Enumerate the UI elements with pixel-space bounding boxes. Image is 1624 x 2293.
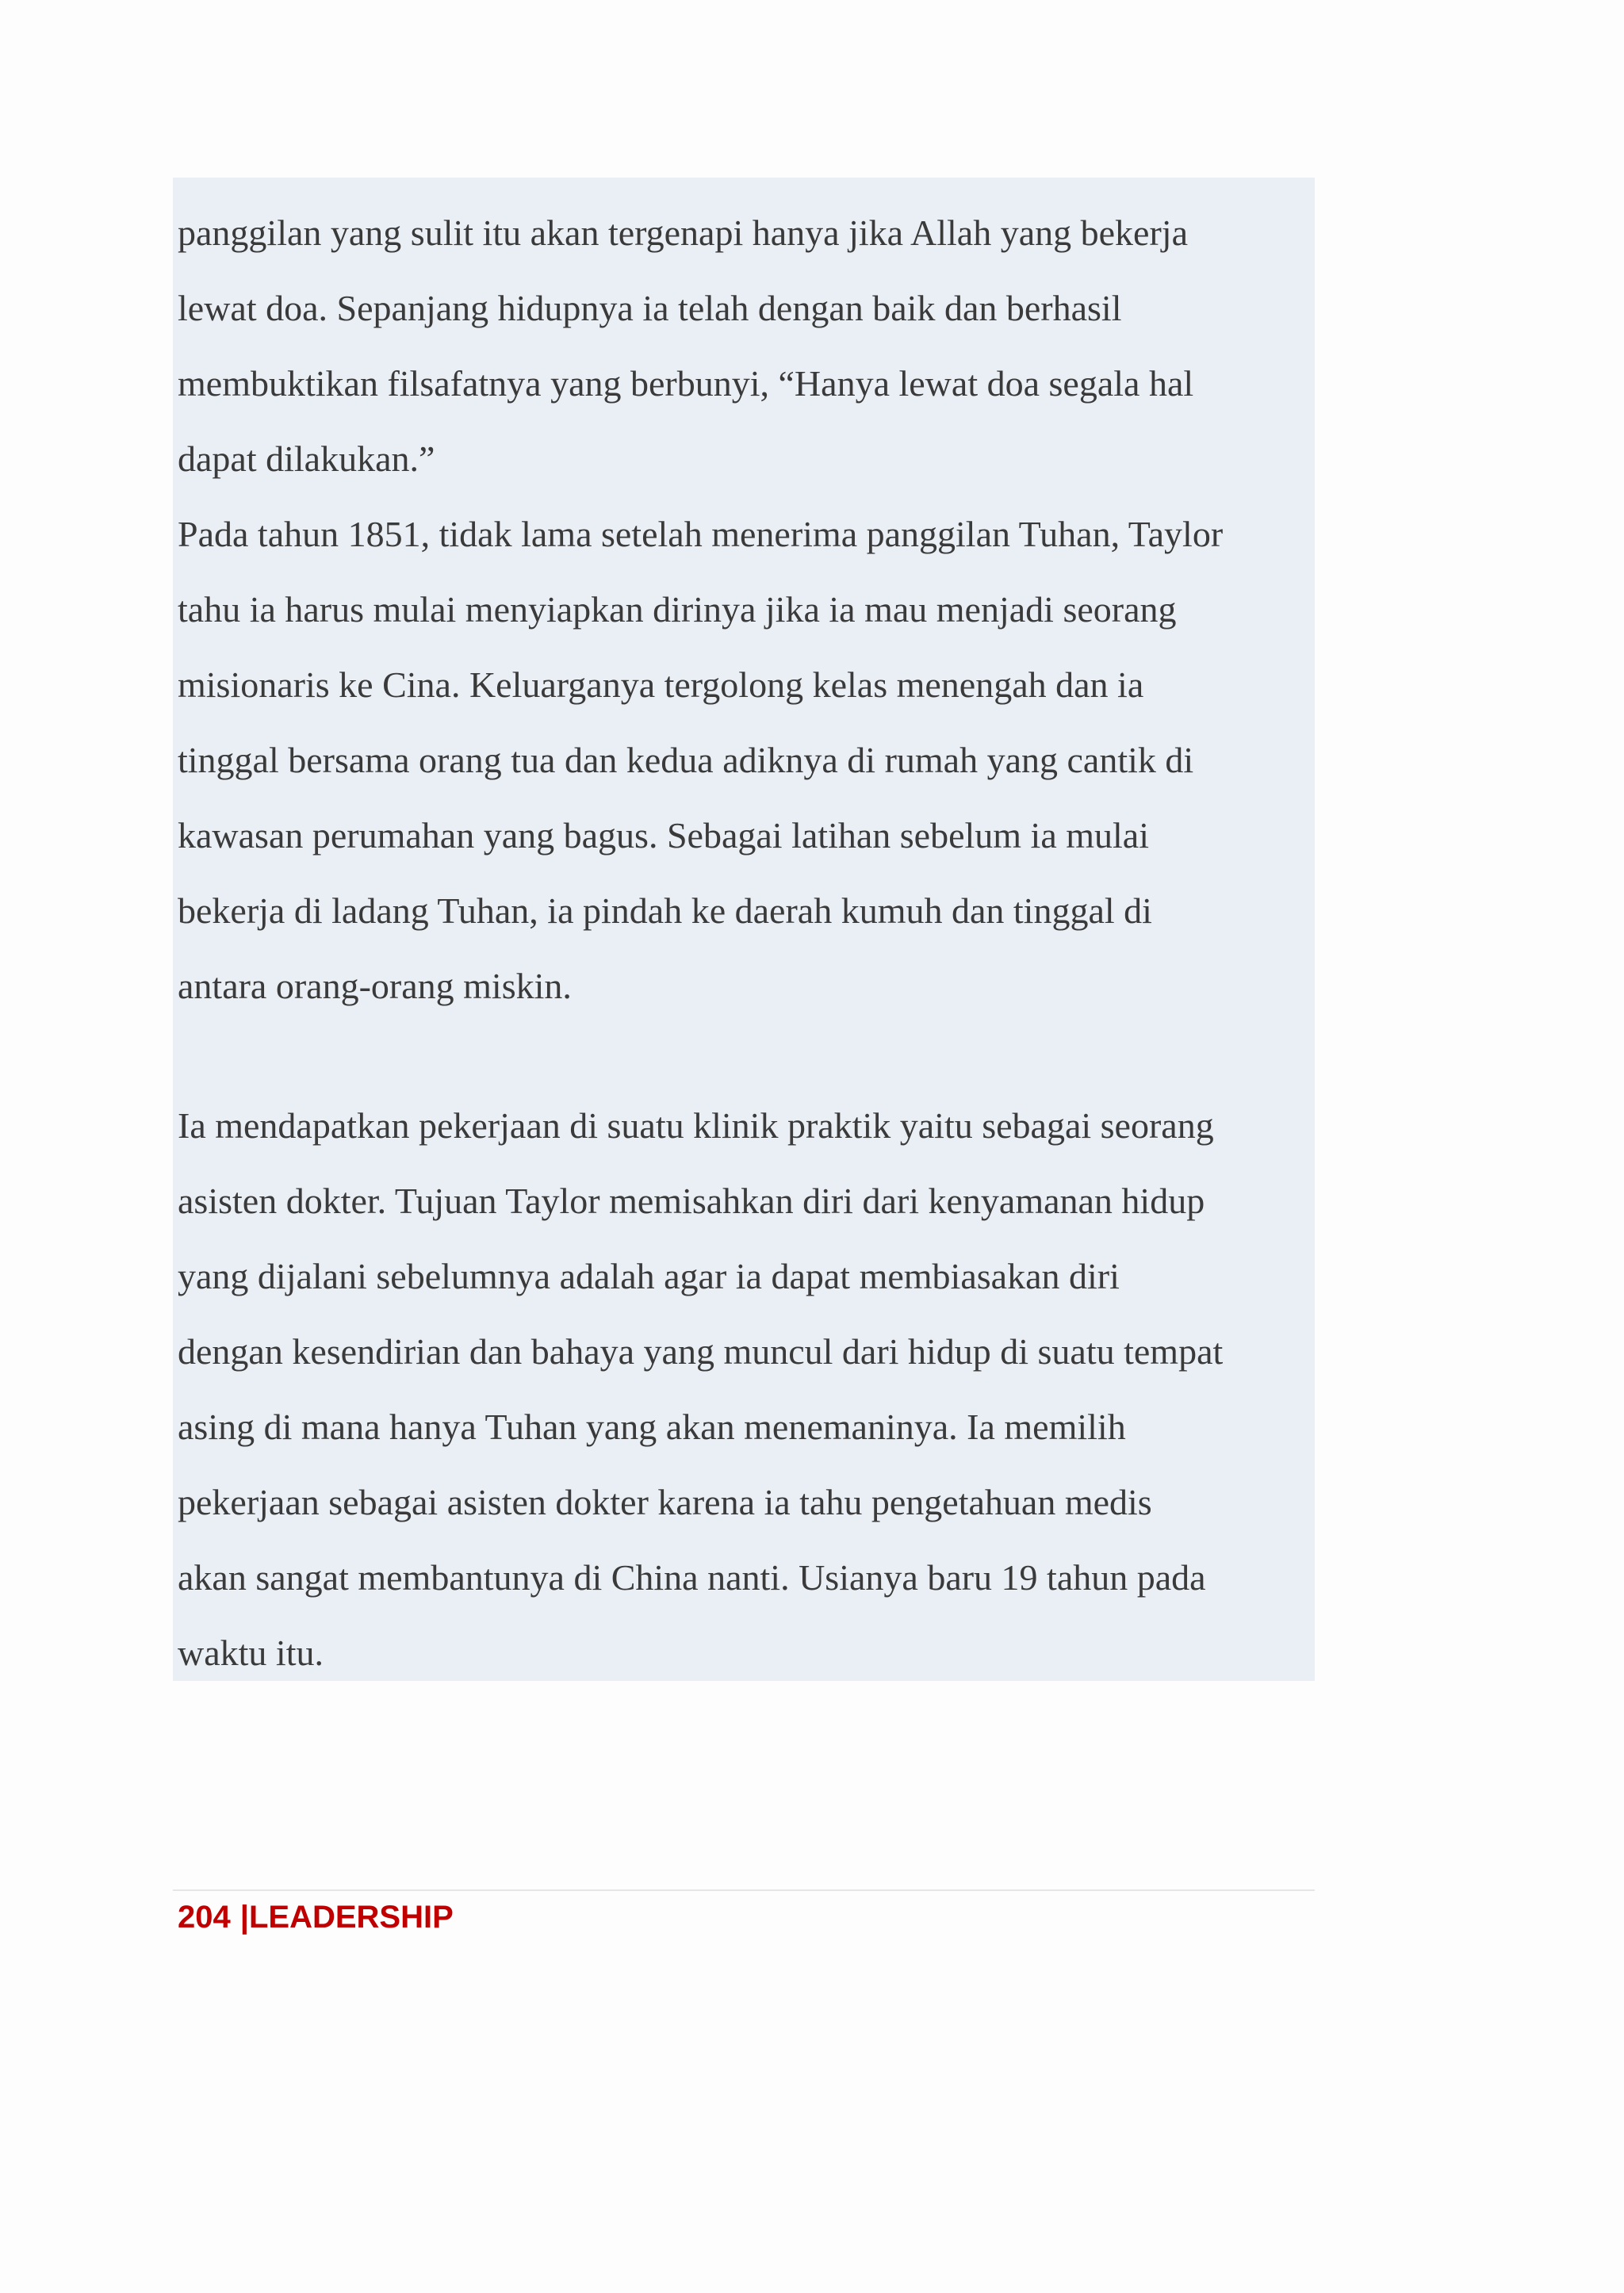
paragraph-line: tinggal bersama orang tua dan kedua adiknya di rumah yang cantik di [178, 740, 1194, 780]
paragraph-line: asing di mana hanya Tuhan yang akan menemaninya. Ia memilih [178, 1407, 1126, 1447]
footer-divider [173, 1889, 1315, 1891]
paragraph-line: yang dijalani sebelumnya adalah agar ia dapat membiasakan diri [178, 1256, 1120, 1296]
paragraph-line: dengan kesendirian dan bahaya yang muncul dari hidup di suatu tempat [178, 1331, 1224, 1372]
paragraph-line: tahu ia harus mulai menyiapkan dirinya jika ia mau menjadi seorang [178, 589, 1177, 630]
paragraph-line: bekerja di ladang Tuhan, ia pindah ke daerah kumuh dan tinggal di [178, 890, 1152, 931]
text-block [173, 178, 1315, 1681]
page-footer [178, 1898, 454, 1936]
paragraph-line: asisten dokter. Tujuan Taylor memisahkan diri dari kenyamanan hidup [178, 1181, 1205, 1221]
paragraph-line: dapat dilakukan.” [178, 438, 435, 479]
paragraph-line: misionaris ke Cina. Keluarganya tergolong kelas menengah dan ia [178, 664, 1144, 705]
paragraph-line: pekerjaan sebagai asisten dokter karena ia tahu pengetahuan medis [178, 1482, 1152, 1522]
paragraph-line: antara orang-orang miskin. [178, 966, 572, 1006]
paragraph-line: Ia mendapatkan pekerjaan di suatu klinik praktik yaitu sebagai seorang [178, 1105, 1214, 1146]
paragraph-line: waktu itu. [178, 1633, 324, 1673]
paragraph-line: kawasan perumahan yang bagus. Sebagai latihan sebelum ia mulai [178, 815, 1149, 856]
paragraph-line: akan sangat membantunya di China nanti. Usianya baru 19 tahun pada [178, 1557, 1206, 1598]
paragraph-line: lewat doa. Sepanjang hidupnya ia telah dengan baik dan berhasil [178, 288, 1122, 328]
paragraph-line: membuktikan filsafatnya yang berbunyi, “Hanya lewat doa segala hal [178, 363, 1194, 404]
footer-separator: | [239, 1900, 249, 1935]
paragraph-line: panggilan yang sulit itu akan tergenapi hanya jika Allah yang bekerja [178, 212, 1188, 253]
page-number: 204 [178, 1900, 231, 1935]
paragraph-line: Pada tahun 1851, tidak lama setelah menerima panggilan Tuhan, Taylor [178, 514, 1224, 554]
book-title: LEADERSHIP [248, 1900, 454, 1935]
